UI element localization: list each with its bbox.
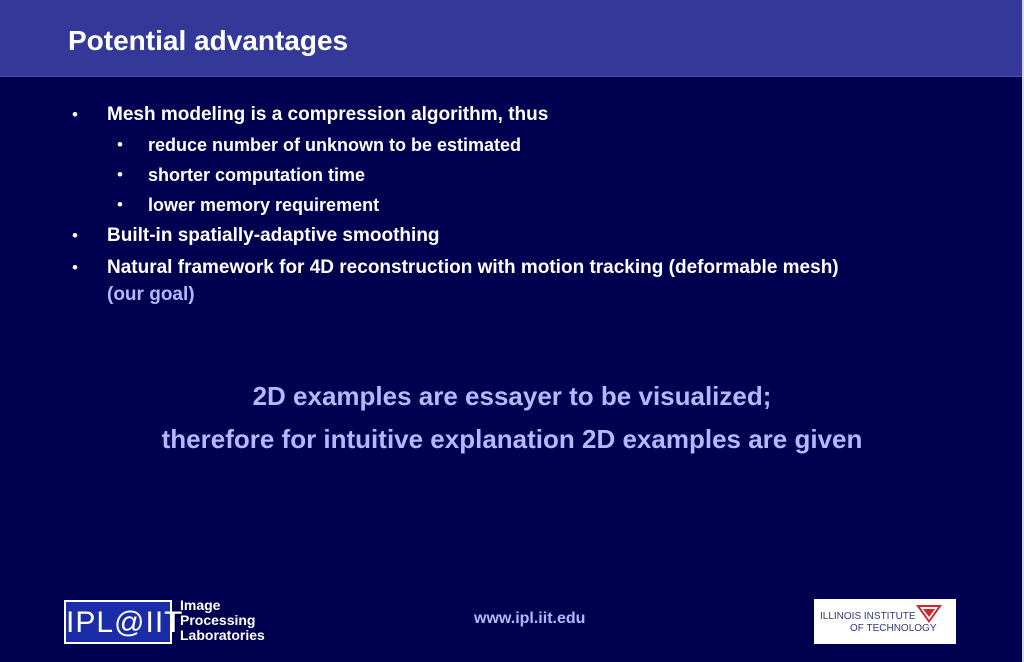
center-statement-line-2: therefore for intuitive explanation 2D examples are given [161,424,863,454]
bullet-marker: • [117,165,123,184]
center-statement-line-1: 2D examples are essayer to be visualized; [252,381,772,411]
iit-logo-line: OF TECHNOLOGY [850,623,937,634]
ipl-logo-box-text: IPL@IIT [66,606,184,639]
ipl-logo-box [64,600,184,644]
bullet-marker: • [117,195,123,214]
ipl-logo-words [180,598,265,643]
bullet-marker: • [72,226,78,245]
website-link[interactable]: www.ipl.iit.edu [474,610,586,627]
sub-bullet-item: lower memory requirement [148,195,380,215]
bullet-item-continuation: (our goal) [107,284,195,305]
ipl-logo-line: Image [180,597,221,613]
bullet-marker: • [72,105,78,124]
bullet-marker: • [117,135,123,154]
bullet-item: Natural framework for 4D reconstruction with motion tracking (deformable mesh) [107,257,839,278]
iit-logo-text [820,611,937,635]
title-bar [0,0,1022,77]
bullet-item: Mesh modeling is a compression algorithm, thus [107,104,549,125]
bullet-item: Built-in spatially-adaptive smoothing [107,225,440,246]
ipl-logo-line: Laboratories [180,627,265,643]
sub-bullet-item: reduce number of unknown to be estimated [148,135,522,155]
bullet-marker: • [72,258,78,277]
iit-logo [814,599,956,644]
ipl-logo-line: Processing [180,612,256,628]
ipl-logo [64,597,304,646]
iit-logo-line: ILLINOIS INSTITUTE [820,611,916,622]
sub-bullet-item: shorter computation time [148,165,366,185]
slide-title: Potential advantages [68,25,349,56]
